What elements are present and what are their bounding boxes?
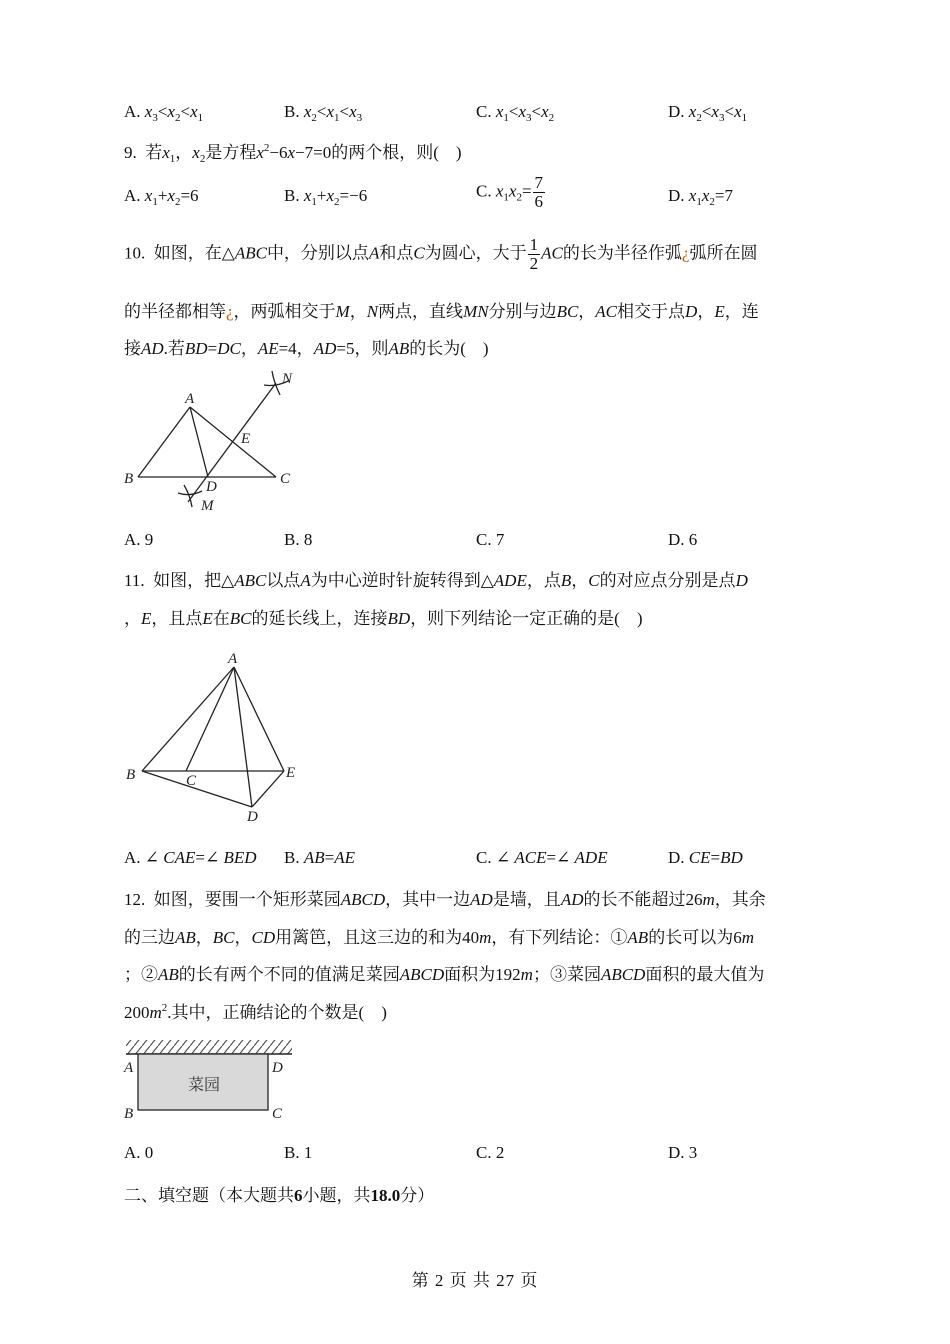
q8-option-a: A. $x_3<x_2<x_1$: [124, 102, 204, 124]
q11-option-c: C. ∠ ACE=∠ ADE: [476, 848, 608, 867]
q11-segment-bd: [142, 771, 252, 807]
q10-option-b: B. 8: [284, 530, 313, 549]
q10-stem-line3: 接AD.若BD=DC，AE=4，AD=5，则AB的长为( ): [124, 339, 489, 358]
q12-label-d: D: [272, 1060, 283, 1076]
q10-label-n: N: [282, 371, 293, 387]
q11-label-a: A: [228, 651, 238, 667]
q11-label-b: B: [126, 767, 136, 783]
q12-option-c: C. 2: [476, 1143, 505, 1162]
q11-label-c: C: [186, 773, 197, 789]
q11-option-d: D. CE=BD: [668, 848, 743, 867]
q10-option-a: A. 9: [124, 530, 154, 549]
q8-option-b: B. $x_2<x_1<x_3$: [284, 102, 363, 124]
q10-label-a: A: [185, 391, 195, 407]
q12-stem-line1: 12. 如图，要围一个矩形菜园ABCD，其中一边AD是墙，且AD的长不能超过26m，其余: [124, 890, 766, 909]
q10-arc-m2: [184, 485, 192, 507]
q10-label-e: E: [241, 431, 251, 447]
q11-label-e: E: [286, 765, 296, 781]
q10-label-c: C: [280, 471, 291, 487]
q9-option-a: A. $x_1+x_2=6$: [124, 186, 199, 208]
q10-arc-m1: [178, 491, 202, 495]
q12-stem-line2: 的三边AB，BC，CD用篱笆，且这三边的和为40m，有下列结论：①AB的长可以为6m: [124, 928, 754, 947]
q12-option-d: D. 3: [668, 1143, 698, 1162]
q12-garden-label: 菜园: [188, 1075, 221, 1094]
q11-segment-ad: [234, 667, 252, 807]
q9-option-b: B. $x_1+x_2=-6$: [284, 186, 368, 208]
q10-segment-ad: [190, 407, 208, 477]
q10-label-m: M: [201, 498, 214, 514]
q11-option-a: A. ∠ CAE=∠ BED: [124, 848, 257, 867]
q12-wall-hatching: [126, 1040, 292, 1054]
q11-segment-ab: [142, 667, 234, 771]
q11-figure: [118, 645, 308, 825]
q11-stem-line1: 11. 如图，把△ABC以点A为中心逆时针旋转得到△ADE，点B，C的对应点分别是点D: [124, 571, 748, 590]
q10-stem-line1: 10. 如图，在△ABC中，分别以点A和点C为圆心，大于 $\frac{1}{2}$ AC的长为半径作弧¿弧所在圆: [124, 235, 758, 273]
q9-option-d: D. $x_1x_2=7$: [668, 186, 733, 208]
q11-segment-ed: [252, 771, 284, 807]
q11-segment-ae: [234, 667, 284, 771]
q12-label-b: B: [124, 1106, 134, 1122]
q12-option-a: A. 0: [124, 1143, 154, 1162]
q10-line-mn: [188, 383, 276, 502]
q11-segment-ac: [186, 667, 234, 771]
q12-label-c: C: [272, 1106, 283, 1122]
q12-stem-line3: ；②AB的长有两个不同的值满足菜园ABCD面积为192m；③菜园ABCD面积的最大值为: [124, 965, 765, 984]
q8-option-c: C. $x_1<x_3<x_2$: [476, 102, 555, 124]
q10-figure: [118, 365, 308, 515]
q11-label-d: D: [247, 809, 258, 825]
q12-stem-line4: $200m^2$.其中，正确结论的个数是( ): [124, 1002, 387, 1022]
q9-stem: 9. 若$x_1$，$x_2$是方程$x^2-6x-7=0$的两个根，则( ): [124, 142, 462, 165]
q10-label-d: D: [206, 479, 217, 495]
q9-option-c: C. $x_1x_2=$ $\frac{7}{6}$: [476, 173, 544, 211]
section-2-heading: 二、填空题（本大题共6小题，共18.0分）: [124, 1186, 435, 1205]
q10-segment-ab: [138, 407, 190, 477]
q12-label-a: A: [124, 1060, 134, 1076]
q8-option-d: D. $x_2<x_3<x_1$: [668, 102, 748, 124]
q10-option-d: D. 6: [668, 530, 698, 549]
q12-option-b: B. 1: [284, 1143, 313, 1162]
q12-figure: [118, 1036, 298, 1124]
q11-option-b: B. AB=AE: [284, 848, 355, 867]
q10-label-b: B: [124, 471, 134, 487]
q10-stem-line2: 的半径都相等¿，两弧相交于M，N两点，直线MN分别与边BC，AC相交于点D，E，连: [124, 302, 759, 321]
q11-stem-line2: ，E，且点E在BC的延长线上，连接BD，则下列结论一定正确的是( ): [124, 609, 643, 628]
q10-option-c: C. 7: [476, 530, 505, 549]
page-footer: 第 2 页 共 27 页: [411, 1271, 539, 1290]
